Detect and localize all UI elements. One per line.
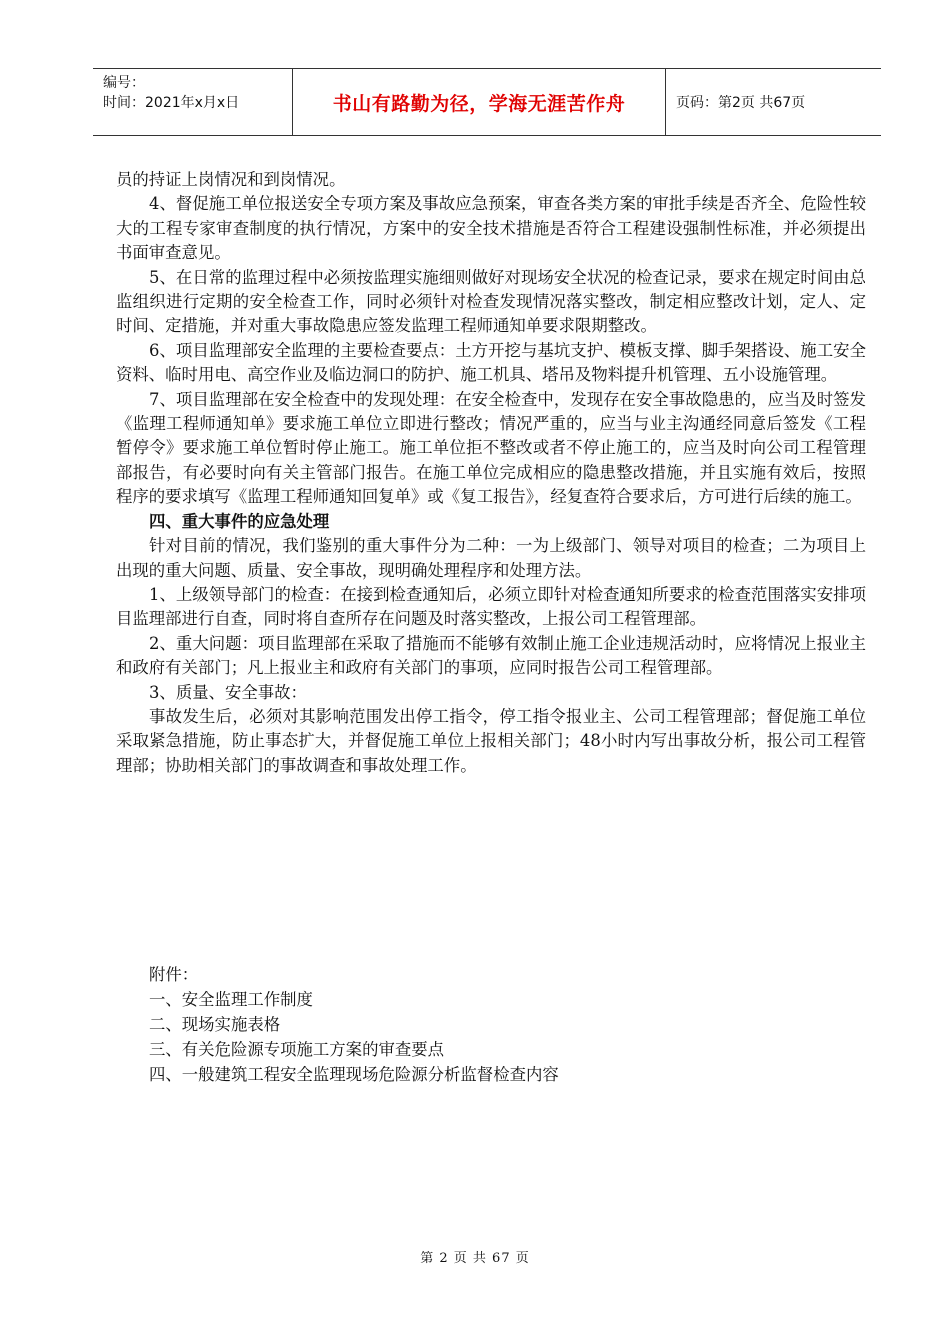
- page-footer: 第 2 页 共 67 页: [420, 1251, 530, 1266]
- paragraph-item-7: 7、项目监理部在安全检查中的发现处理：在安全检查中，发现存在安全事故隐患的，应当及时签发《监理工程师通知单》要求施工单位立即进行整改；情况严重的，应当与业主沟通经同意后签发《工程暂停令》要求施工单位暂时停止施工。施工单位拒不整改或者不停止施工的，应当及时向公司工程管理部报告，有必要时向有关主管部门报告。在施工单位完成相应的隐患整改措施，并且实施有效后，按照程序的要求填写《监理工程师通知回复单》或《复工报告》，经复查符合要求后，方可进行后续的施工。: [116, 389, 866, 507]
- attachment-item: 一、安全监理工作制度: [149, 990, 313, 1009]
- paragraph-intro: 针对目前的情况，我们鉴别的重大事件分为二种：一为上级部门、领导对项目的检查；二为项目上出现的重大问题、质量、安全事故，现明确处理程序和处理方法。: [116, 536, 866, 580]
- paragraph-item-4: 4、督促施工单位报送安全专项方案及事故应急预案，审查各类方案的审批手续是否齐全、危险性较大的工程专家审查制度的执行情况，方案中的安全技术措施是否符合工程建设强制性标准，并必须提出书面审查意见。: [116, 194, 866, 263]
- paragraph-continued: 员的持证上岗情况和到岗情况。: [116, 170, 346, 189]
- header-page-cell: [666, 69, 881, 135]
- paragraph-accident-title: 3、质量、安全事故：: [149, 682, 307, 702]
- motto-text: 书山有路勤为径，学海无涯苦作舟: [332, 92, 626, 115]
- paragraph-inspection: 1、上级领导部门的检查：在接到检查通知后，必须立即针对检查通知所要求的检查范围落实安排项目监理部进行自查，同时将自查所存在问题及时落实整改，上报公司工程管理部。: [116, 584, 866, 629]
- time-label: 时间：2021年x月x日: [103, 95, 240, 111]
- section-heading: 四、重大事件的应急处理: [149, 511, 330, 531]
- page-header: [93, 68, 881, 136]
- document-body: [116, 168, 866, 778]
- paragraph-item-5: 5、在日常的监理过程中必须按监理实施细则做好对现场安全状况的检查记录，要求在规定时间由总监组织进行定期的安全检查工作，同时必须针对检查发现情况落实整改，制定相应整改计划，定人、定时间、定措施，并对重大事故隐患应签发监理工程师通知单要求限期整改。: [116, 267, 866, 336]
- paragraph-accident-body: 事故发生后，必须对其影响范围发出停工指令，停工指令报业主、公司工程管理部；督促施工单位采取紧急措施，防止事态扩大，并督促施工单位上报相关部门；48小时内写出事故分析，报公司工程管理部；协助相关部门的事故调查和事故处理工作。: [116, 706, 866, 775]
- serial-label: 编号：: [103, 75, 145, 91]
- attachment-item: 三、有关危险源专项施工方案的审查要点: [149, 1040, 445, 1059]
- attachment-item: 二、现场实施表格: [149, 1015, 281, 1034]
- page-label: 页码：第2页 共67页: [676, 95, 806, 111]
- header-meta-cell: [93, 69, 293, 135]
- attachment-item: 四、一般建筑工程安全监理现场危险源分析监督检查内容: [149, 1065, 559, 1084]
- attachments-list: [149, 962, 559, 1087]
- header-motto-cell: [293, 69, 666, 135]
- attachments-title: 附件：: [149, 965, 199, 984]
- paragraph-item-6: 6、项目监理部安全监理的主要检查要点：土方开挖与基坑支护、模板支撑、脚手架搭设、施工安全资料、临时用电、高空作业及临边洞口的防护、施工机具、塔吊及物料提升机管理、五小设施管理。: [116, 340, 866, 385]
- paragraph-major-issue: 2、重大问题：项目监理部在采取了措施而不能够有效制止施工企业违规活动时，应将情况上报业主和政府有关部门；凡上报业主和政府有关部门的事项，应同时报告公司工程管理部。: [116, 633, 866, 678]
